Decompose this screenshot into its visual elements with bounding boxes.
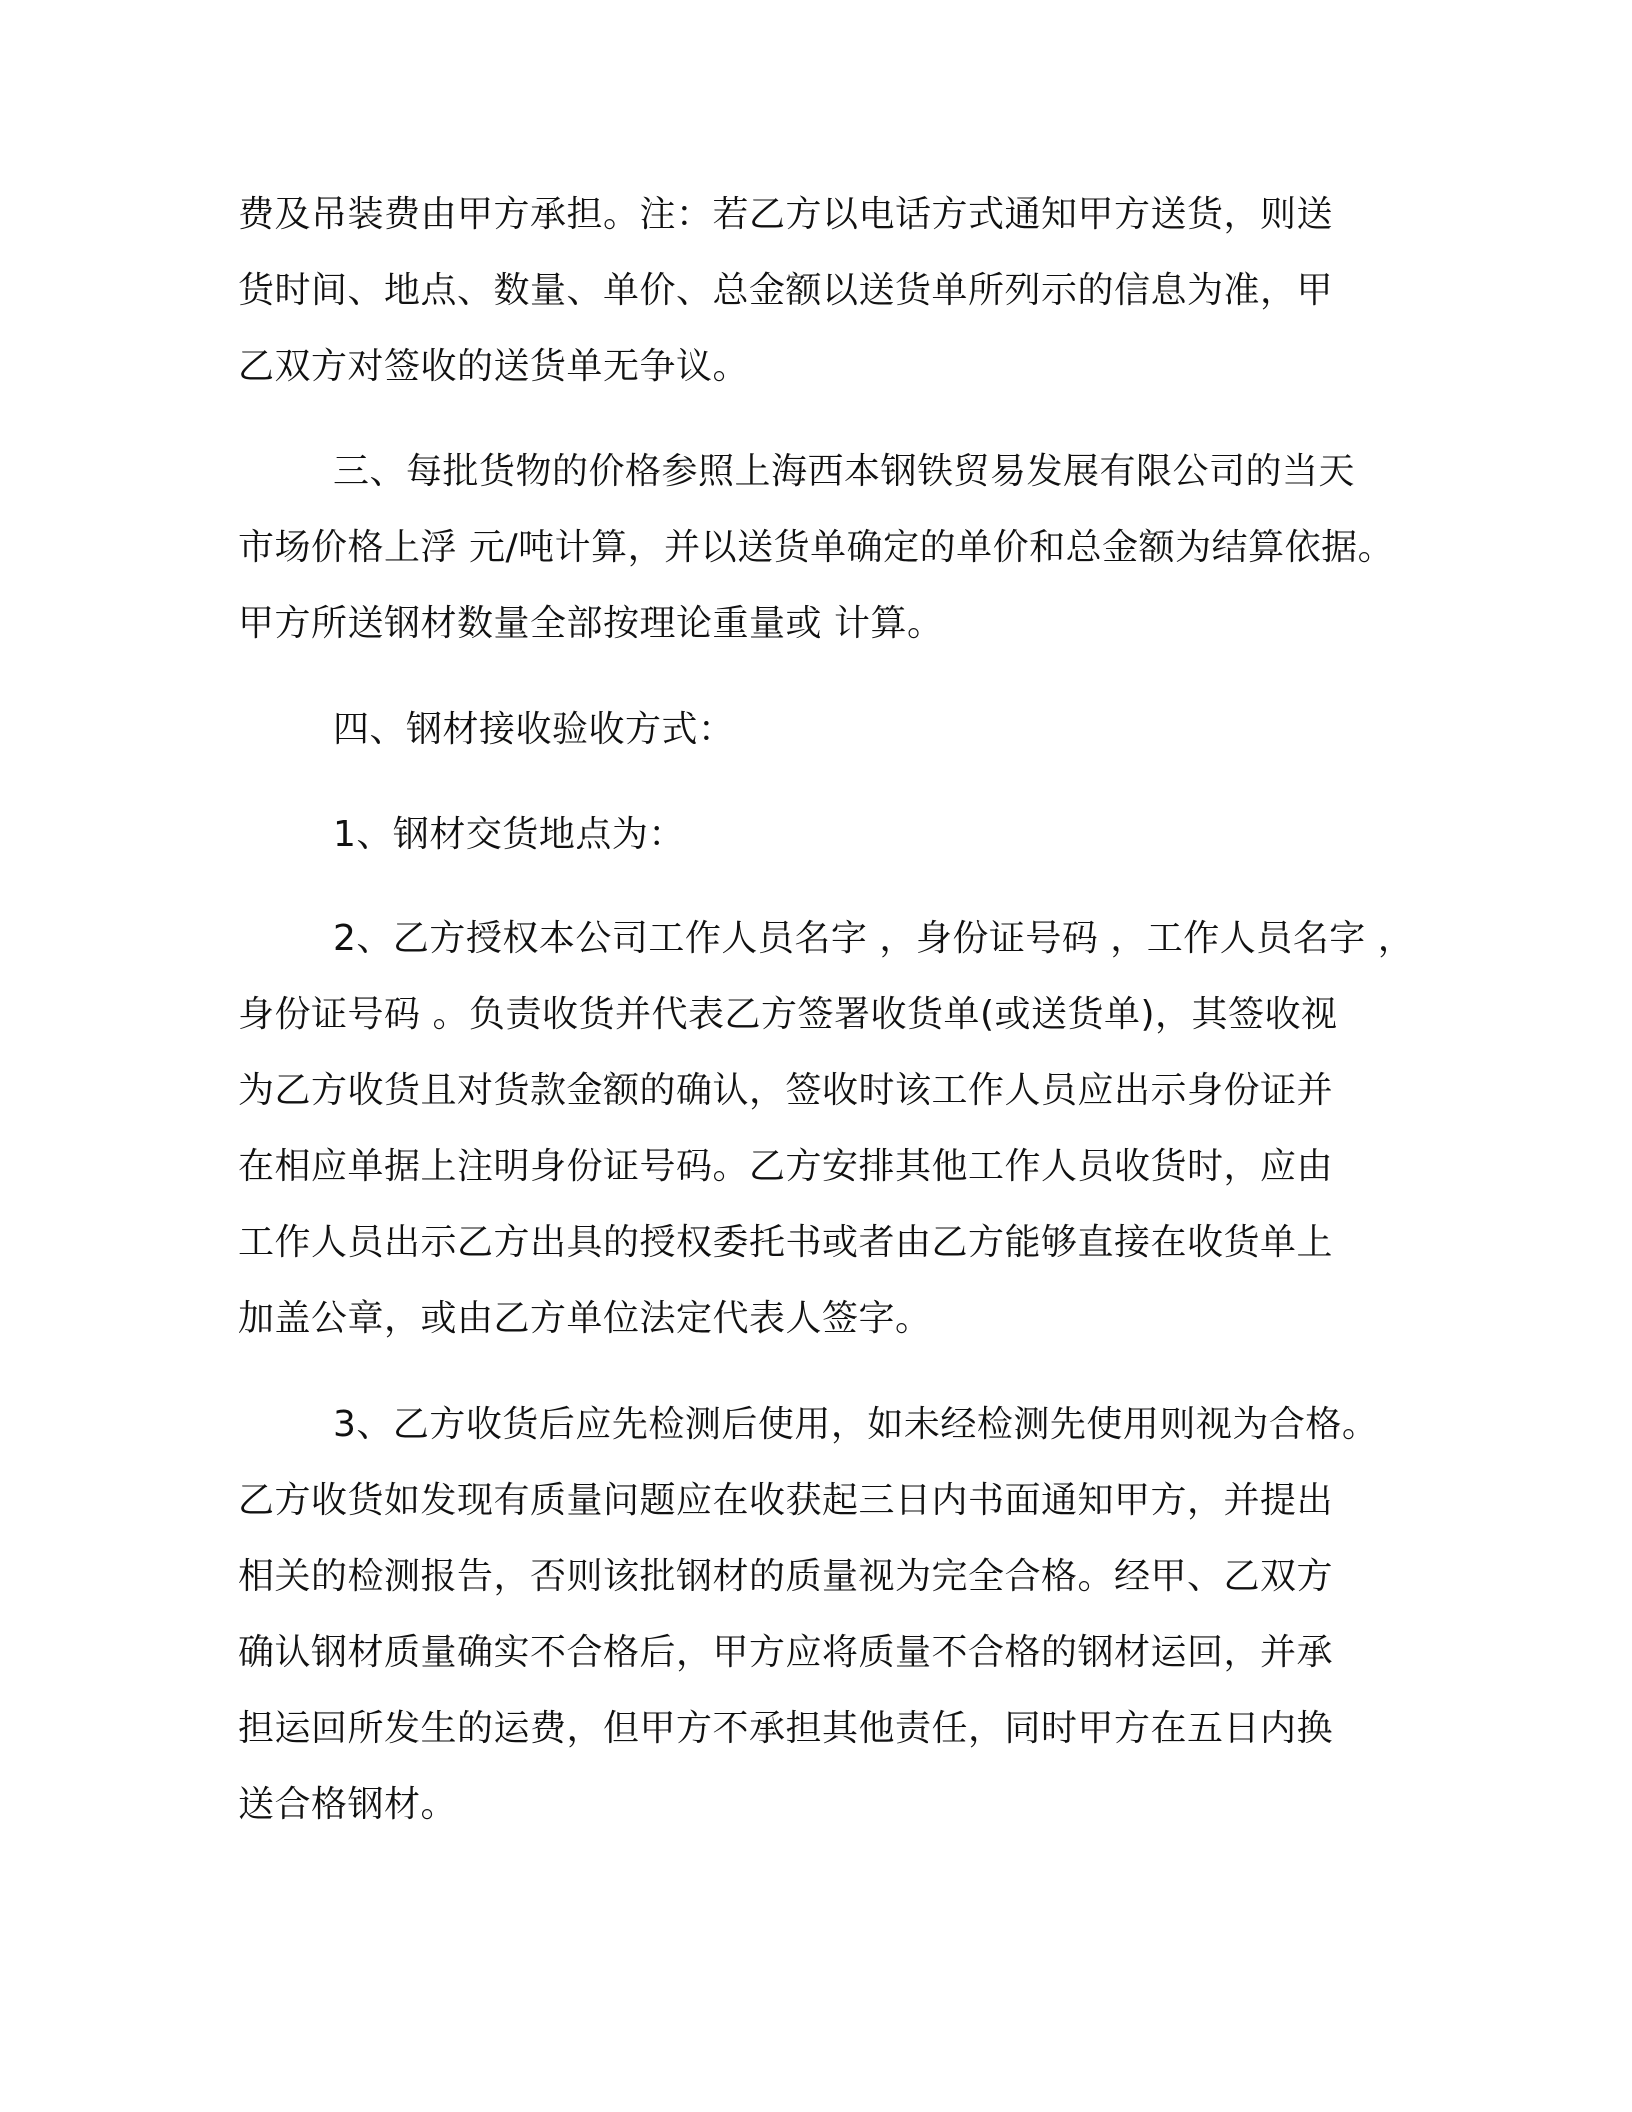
text-line-12: 在相应单据上注明身份证号码。乙方安排其他工作人员收货时，应由 [238, 1146, 1334, 1187]
text-line-18: 确认钢材质量确实不合格后，甲方应将质量不合格的钢材运回，并承 [238, 1632, 1334, 1673]
text-line-17: 相关的检测报告，否则该批钢材的质量视为完全合格。经甲、乙双方 [238, 1556, 1334, 1597]
text-line-19: 担运回所发生的运费，但甲方不承担其他责任，同时甲方在五日内换 [238, 1708, 1334, 1749]
text-line-3: 乙双方对签收的送货单无争议。 [238, 346, 750, 387]
text-line-9: 2、乙方授权本公司工作人员名字 ，身份证号码 ，工作人员名字 ， [333, 918, 1415, 959]
text-line-11: 为乙方收货且对货款金额的确认，签收时该工作人员应出示身份证并 [238, 1070, 1334, 1111]
text-line-5: 市场价格上浮 元/吨计算，并以送货单确定的单价和总金额为结算依据。 [238, 527, 1395, 568]
text-line-4: 三、每批货物的价格参照上海西本钢铁贸易发展有限公司的当天 [333, 451, 1356, 492]
text-line-20: 送合格钢材。 [238, 1784, 458, 1825]
text-line-6: 甲方所送钢材数量全部按理论重量或 计算。 [238, 603, 944, 644]
text-line-2: 货时间、地点、数量、单价、总金额以送货单所列示的信息为准，甲 [238, 270, 1334, 311]
text-line-10: 身份证号码 。负责收货并代表乙方签署收货单(或送货单)，其签收视 [238, 994, 1338, 1035]
text-line-8: 1、钢材交货地点为： [333, 814, 685, 855]
text-line-13: 工作人员出示乙方出具的授权委托书或者由乙方能够直接在收货单上 [238, 1222, 1334, 1263]
text-line-7: 四、钢材接收验收方式： [333, 709, 735, 750]
text-line-14: 加盖公章，或由乙方单位法定代表人签字。 [238, 1298, 932, 1339]
text-line-16: 乙方收货如发现有质量问题应在收获起三日内书面通知甲方，并提出 [238, 1480, 1334, 1521]
text-line-1: 费及吊装费由甲方承担。注：若乙方以电话方式通知甲方送货，则送 [238, 194, 1334, 235]
text-line-15: 3、乙方收货后应先检测后使用，如未经检测先使用则视为合格。 [333, 1404, 1379, 1445]
